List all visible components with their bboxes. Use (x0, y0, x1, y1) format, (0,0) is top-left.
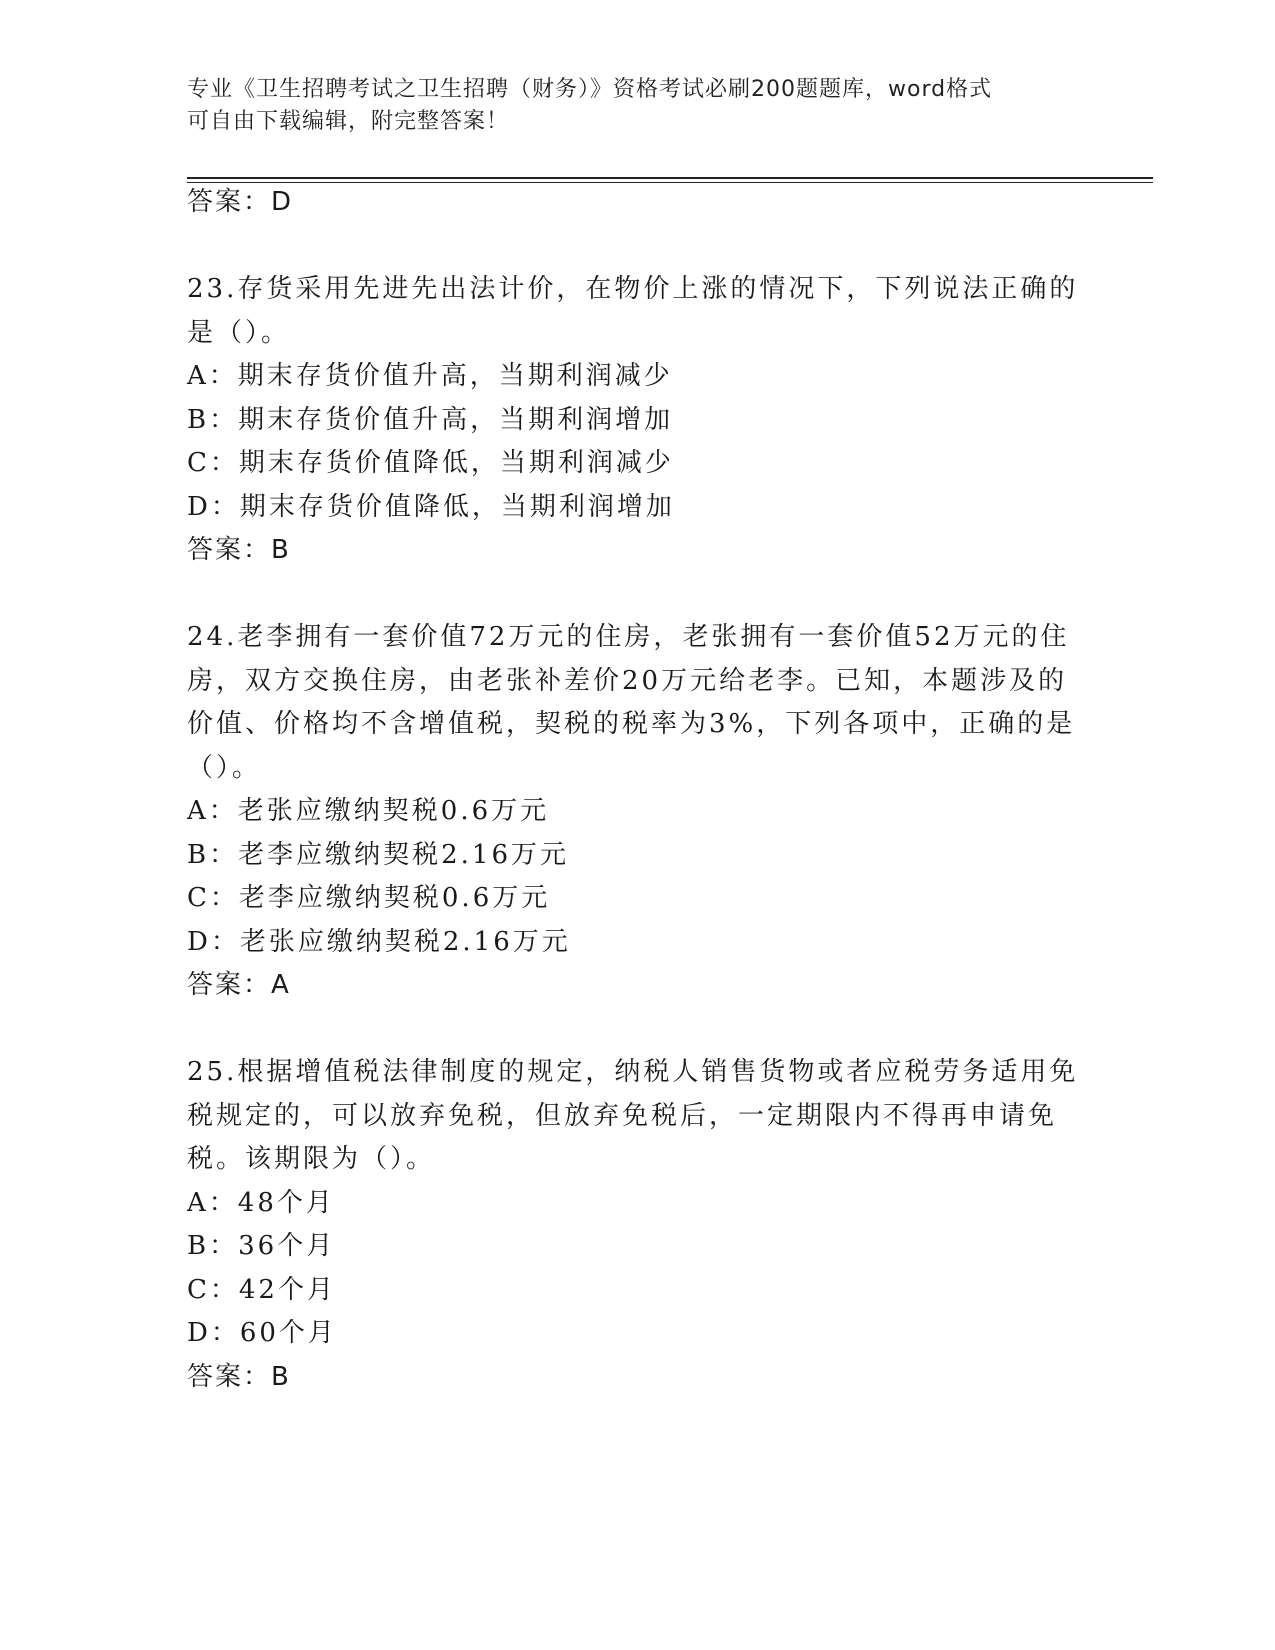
question-25-option-b: B：36个月 (187, 1231, 336, 1261)
question-23-option-b: B：期末存货价值升高，当期利润增加 (187, 405, 674, 435)
previous-answer: 答案：D (187, 187, 294, 217)
header-rule-thick (187, 177, 1153, 179)
question-24-answer: 答案：A (187, 970, 291, 1000)
document-header (187, 74, 1067, 138)
question-23-option-d: D：期末存货价值降低，当期利润增加 (187, 492, 675, 522)
question-23-option-a: A：期末存货价值升高，当期利润减少 (187, 361, 673, 391)
question-25-option-c: C：42个月 (187, 1275, 336, 1305)
question-25-stem-line-3: 税。该期限为（）。 (187, 1144, 436, 1174)
header-rule-thin (187, 182, 1153, 183)
question-23-stem-line-2: 是（）。 (187, 318, 291, 348)
header-line-2: 可自由下载编辑，附完整答案！ (187, 109, 510, 134)
question-24-option-b: B：老李应缴纳契税2.16万元 (187, 840, 569, 870)
question-24-stem-line-4: （）。 (187, 753, 262, 783)
question-24-option-a: A：老张应缴纳契税0.6万元 (187, 796, 550, 826)
question-23-stem-line-1: 23.存货采用先进先出法计价，在物价上涨的情况下，下列说法正确的 (187, 274, 1079, 304)
header-line-1: 专业《卫生招聘考试之卫生招聘（财务）》资格考试必刷200题题库，word格式 (187, 77, 993, 102)
question-23-answer: 答案：B (187, 535, 291, 565)
question-24-stem-line-2: 房，双方交换住房，由老张补差价20万元给老李。已知，本题涉及的 (187, 666, 1068, 696)
question-25-stem-line-2: 税规定的，可以放弃免税，但放弃免税后，一定期限内不得再申请免 (187, 1101, 1058, 1131)
question-25-answer: 答案：B (187, 1362, 291, 1392)
question-25-stem-line-1: 25.根据增值税法律制度的规定，纳税人销售货物或者应税劳务适用免 (187, 1057, 1079, 1087)
question-25-option-d: D：60个月 (187, 1318, 337, 1348)
question-24-option-d: D：老张应缴纳契税2.16万元 (187, 927, 571, 957)
question-24-stem-line-3: 价值、价格均不含增值税，契税的税率为3%，下列各项中，正确的是 (187, 709, 1076, 739)
question-24-stem-line-1: 24.老李拥有一套价值72万元的住房，老张拥有一套价值52万元的住 (187, 622, 1070, 652)
question-25-option-a: A：48个月 (187, 1188, 335, 1218)
question-24-option-c: C：老李应缴纳契税0.6万元 (187, 883, 551, 913)
question-23-option-c: C：期末存货价值降低，当期利润减少 (187, 448, 674, 478)
